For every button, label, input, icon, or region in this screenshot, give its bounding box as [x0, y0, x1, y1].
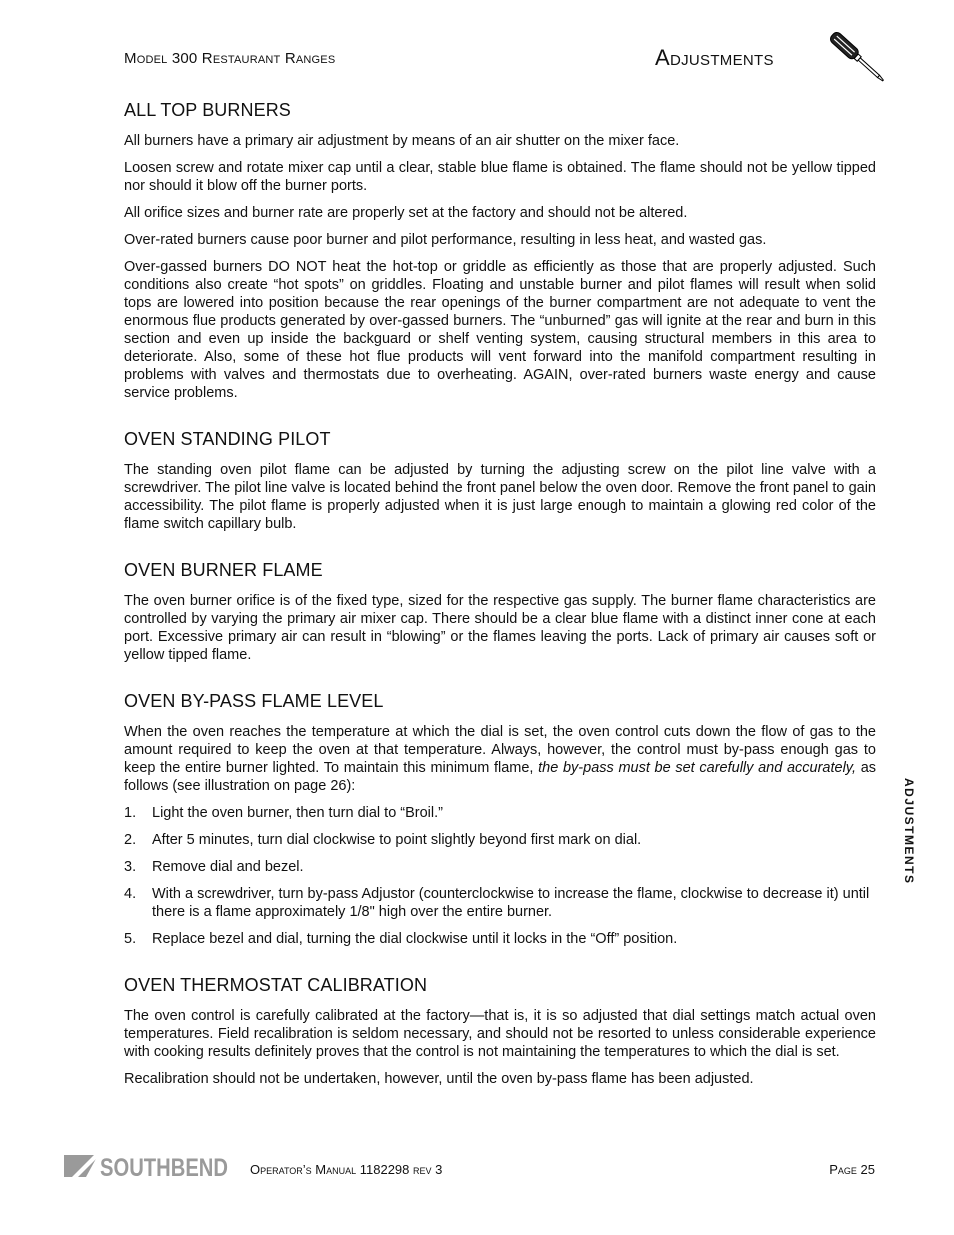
step-text: Replace bezel and dial, turning the dial clockwise until it locks in the “Off” position. [152, 931, 678, 947]
section-oven-burner-flame [124, 560, 876, 664]
list-item [124, 930, 876, 948]
section-oven-standing-pilot [124, 429, 876, 533]
list-item [124, 804, 876, 822]
section-heading: OVEN STANDING PILOT [124, 429, 331, 449]
paragraph: The oven burner orifice is of the fixed type, sized for the respective gas supply. The burner flame characteristics are controlled by varying the primary air mixer cap. There should be a clear blue flame with a distinct inner cone at each port. Excessive primary air can result in “blowing” or the flames leaving the ports. Lack of primary air causes soft or yellow tipped flame. [124, 593, 876, 663]
list-item [124, 858, 876, 876]
section-oven-bypass-flame-level [124, 691, 876, 948]
paragraph: Over-gassed burners DO NOT heat the hot-top or griddle as efficiently as those that are properly adjusted. Such conditions also create “hot spots” on griddles. Floating and unstable burner and pilot flames will result when solid tops are lowered into position because the rear openings of the burner compartment are not adequate to vent the enormous flue products generated by over-gassed burners. The “unburned” gas will ignite at the rear and burn in this section and even up inside the backguard or shelf venting system, causing structural members in this area to deteriorate. Also, some of these hot flue products will vent forward into the manifold compartment resulting in problems with valves and thermostats due to overheating. AGAIN, over-rated burners waste energy and cause service problems. [124, 259, 876, 401]
step-text: After 5 minutes, turn dial clockwise to point slightly beyond first mark on dial. [152, 832, 642, 848]
step-number: 5. [124, 931, 137, 947]
section-heading: OVEN BY-PASS FLAME LEVEL [124, 691, 384, 711]
header-model-title: Model 300 Restaurant Ranges [124, 50, 336, 67]
paragraph: Loosen screw and rotate mixer cap until a clear, stable blue flame is obtained. The flame should not be yellow tipped nor should it blow off the burner ports. [124, 160, 876, 194]
intro-italic-text: the by-pass must be set carefully and accurately, [538, 760, 856, 776]
footer-page-number: Page 25 [829, 1162, 875, 1177]
screwdriver-icon [826, 28, 888, 86]
page-content [124, 100, 876, 1115]
step-text: With a screwdriver, turn by-pass Adjustor (counterclockwise to increase the flame, clockwise to decrease it) until there is a flame approximately 1/8" high over the entire burner. [152, 886, 870, 920]
section-all-top-burners [124, 100, 876, 402]
section-oven-thermostat-calibration [124, 975, 876, 1088]
step-number: 1. [124, 805, 137, 821]
list-item [124, 885, 876, 921]
intro-text: When the oven reaches the temperature at which the dial is set, the oven control cuts down the flow of gas to the amount required to keep the oven at that temperature. Always, however, the control must by-pass enough gas to keep the entire burner lighted. To maintain this minimum flame, [124, 724, 876, 776]
paragraph: Recalibration should not be undertaken, however, until the oven by-pass flame has been adjusted. [124, 1071, 754, 1087]
section-heading: OVEN THERMOSTAT CALIBRATION [124, 975, 428, 995]
paragraph: The standing oven pilot flame can be adjusted by turning the adjusting screw on the pilot line valve with a screwdriver. The pilot line valve is located behind the front panel below the oven door. Remove the front panel to gain accessibility. The pilot flame is properly adjusted when it is just large enough to maintain a glowing red color of the flame switch capillary bulb. [124, 462, 876, 532]
logo-text: SOUTHBEND [100, 1154, 228, 1182]
footer-manual-number: Operator’s Manual 1182298 rev 3 [250, 1162, 443, 1177]
paragraph [124, 723, 876, 795]
southbend-logo [64, 1152, 230, 1180]
step-text: Light the oven burner, then turn dial to “Broil.” [152, 805, 443, 821]
step-number: 3. [124, 859, 137, 875]
paragraph: Over-rated burners cause poor burner and pilot performance, resulting in less heat, and wasted gas. [124, 232, 767, 248]
intro-text-end: as follows (see illustration on page 26): [124, 760, 877, 794]
step-number: 4. [124, 886, 137, 902]
header-section-title: Adjustments [655, 45, 774, 70]
section-heading: OVEN BURNER FLAME [124, 560, 323, 580]
paragraph: All burners have a primary air adjustment by means of an air shutter on the mixer face. [124, 133, 680, 149]
side-tab-label: ADJUSTMENTS [902, 778, 916, 885]
section-heading: ALL TOP BURNERS [124, 100, 291, 120]
step-number: 2. [124, 832, 137, 848]
step-list [124, 804, 876, 948]
paragraph: All orifice sizes and burner rate are properly set at the factory and should not be altered. [124, 205, 688, 221]
paragraph: The oven control is carefully calibrated at the factory—that is, it is so adjusted that dial settings match actual oven temperatures. Field recalibration is seldom necessary, and should not be resorted to unless considerable experience with cooking results definitely proves that the control is not maintaining the temperatures to which the dial is set. [124, 1008, 876, 1060]
list-item [124, 831, 876, 849]
step-text: Remove dial and bezel. [152, 859, 304, 875]
